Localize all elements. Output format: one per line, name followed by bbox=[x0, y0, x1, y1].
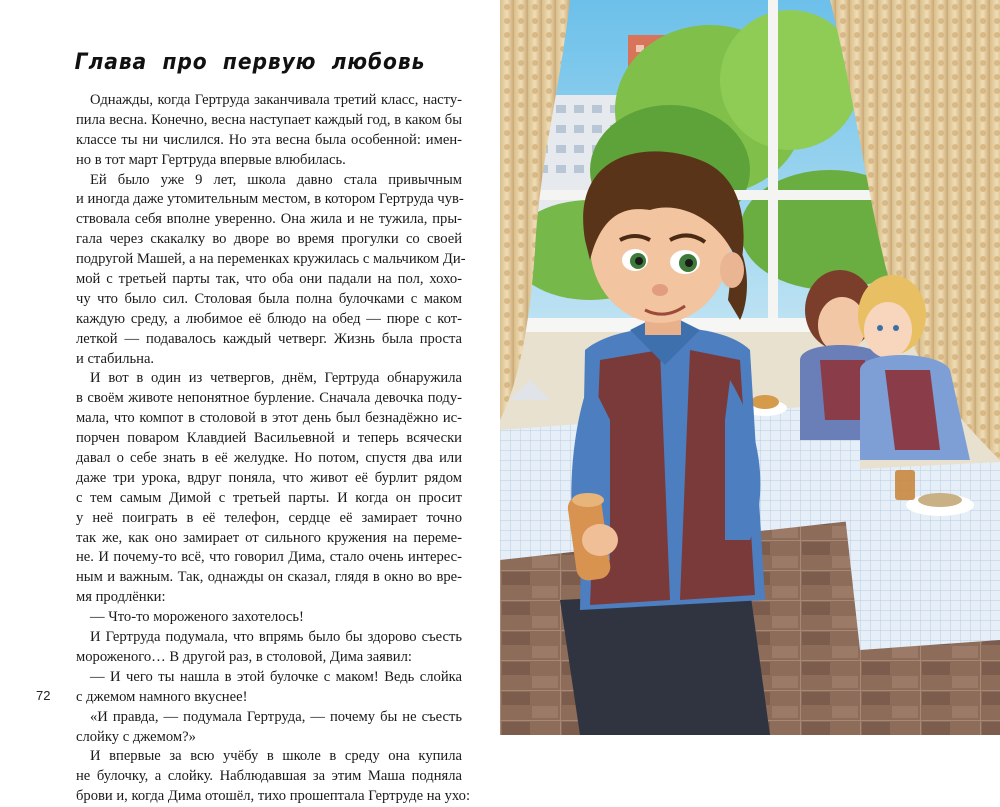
text-line: пила весна. Конечно, весна наступает каждый год, в каком бы bbox=[76, 111, 462, 128]
text-line: мой с третьей парты так, что оба они падали на пол, хохо- bbox=[76, 271, 462, 288]
text-line: слойку с джемом?» bbox=[76, 728, 196, 745]
text-line: каждую среду, а любимое её блюдо на обед — пюре с кот- bbox=[76, 310, 462, 327]
text-line: с тем самым Димой с третьей парты. И когда он просит bbox=[76, 489, 462, 506]
front-table bbox=[840, 462, 1000, 650]
text-line: ствовала себя вполне уверенно. Она жила и не тужила, пры- bbox=[76, 211, 462, 228]
text-line: мала, что компот в столовой в этот день был безнадёжно ис- bbox=[76, 410, 462, 427]
text-line: Ей было уже 9 лет, школа давно стала привычным bbox=[90, 171, 462, 188]
text-line: но в тот март Гертруда впервые влюбилась. bbox=[76, 151, 346, 168]
text-line: — Что-то мороженого захотелось! bbox=[90, 609, 304, 626]
text-line: давал о себе знать в её желудке. Но потом, спустя два или bbox=[76, 450, 462, 467]
page-number: 72 bbox=[36, 688, 51, 703]
text-line: с джемом намного вкуснее! bbox=[76, 688, 248, 705]
text-line: И вот в один из четвергов, днём, Гертруда обнаружила bbox=[90, 370, 462, 387]
text-line: не булочку, а слойку. Наблюдавшая за этим Маша подняла bbox=[76, 768, 462, 785]
text-line: И впервые за всю учёбу в школе в среду она купила bbox=[90, 748, 462, 765]
text-line: у неё поиграть в её телефон, сердце её замирает точно bbox=[76, 509, 462, 526]
canteen-illustration bbox=[500, 0, 1000, 735]
text-line: даже три урока, вдруг поняла, что живот её бурлит рядом bbox=[76, 469, 462, 486]
text-line: и стабильна. bbox=[76, 350, 155, 367]
text-line: ным и важным. Так, однажды он сказал, глядя в окно во вре- bbox=[76, 569, 462, 586]
boy-character bbox=[560, 151, 770, 735]
left-page bbox=[0, 0, 500, 805]
body-text bbox=[76, 91, 471, 807]
text-line: так же, как оно замирает от сильного кружения на переме- bbox=[76, 529, 462, 546]
text-line: мороженого… В другой раз, в столовой, Дима заявил: bbox=[76, 648, 412, 665]
text-line: в своём животе непонятное бурление. Сначала девочка поду- bbox=[76, 390, 462, 407]
text-line: подругой Машей, а на переменках кружилась с мальчиком Ди- bbox=[76, 251, 466, 268]
text-line: леткой — подавалось каждый четверг. Жизнь была проста bbox=[76, 330, 462, 347]
text-line: порчен поваром Клавдией Васильевной и теперь всячески bbox=[76, 430, 462, 447]
text-line: классе ты ни числился. Но эта весна была особенной: имен- bbox=[76, 131, 462, 148]
text-line: мя продлёнки: bbox=[76, 589, 166, 606]
text-line: не. И почему-то всё, что говорил Дима, стало очень интерес- bbox=[76, 549, 462, 566]
text-line: «И правда, — подумала Гертруда, — почему бы не съесть bbox=[90, 708, 462, 725]
text-line: И Гертруда подумала, что впрямь было бы здорово съесть bbox=[90, 629, 462, 646]
chapter-title: Глава про первую любовь bbox=[74, 50, 426, 75]
text-line: и иногда даже утомительным местом, в котором Гертруда чув- bbox=[76, 191, 464, 208]
text-line: гала через скакалку во дворе во время прогулки со своей bbox=[76, 231, 462, 248]
text-line: Однажды, когда Гертруда заканчивала третий класс, насту- bbox=[90, 92, 462, 108]
text-line: — И чего ты нашла в этой булочке с маком! Ведь слойка bbox=[90, 668, 462, 685]
illustration bbox=[500, 0, 1000, 735]
text-line: брови и, когда Дима отошёл, тихо прошептала Гертруде на ухо: bbox=[76, 788, 471, 805]
text-line: чу что было сил. Столовая была полна булочками с маком bbox=[76, 290, 462, 307]
